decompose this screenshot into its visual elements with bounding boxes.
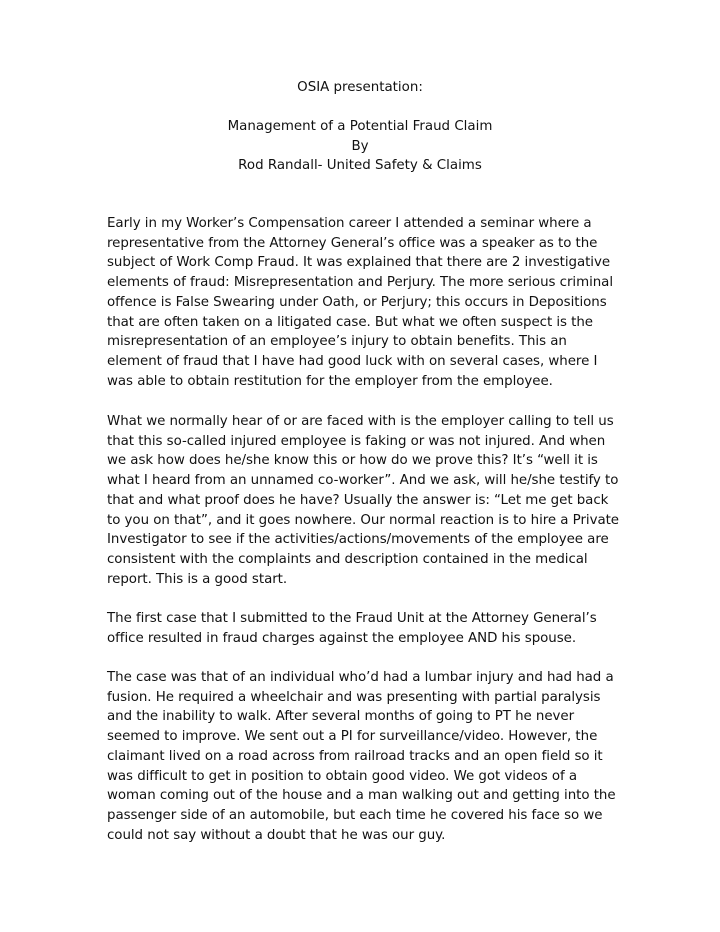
text-line: subject of Work Comp Fraud. It was explained that there are 2 investigative [107,255,611,271]
text-line: that and what proof does he have? Usually the answer is: “Let me get back [107,492,609,508]
paragraph-case-details [107,668,621,845]
text-line: passenger side of an automobile, but each time he covered his face so we [107,807,603,823]
text-line: fusion. He required a wheelchair and was presenting with partial paralysis [107,689,601,705]
text-line: consistent with the complaints and description contained in the medical [107,551,588,567]
text-line: elements of fraud: Misrepresentation and Perjury. The more serious criminal [107,275,614,291]
text-line: was able to obtain restitution for the employer from the employee. [107,373,553,389]
document-title: OSIA presentation: [297,80,423,95]
text-line: misrepresentation of an employee’s injury to obtain benefits. This an [107,334,567,350]
text-line: office resulted in fraud charges against the employee AND his spouse. [107,630,577,646]
text-line: element of fraud that I have had good luck with on several cases, where I [107,353,598,369]
text-line: Investigator to see if the activities/actions/movements of the employee are [107,532,609,548]
text-line: that are often taken on a litigated case. But what we often suspect is the [107,314,593,330]
text-line: What we normally hear of or are faced with is the employer calling to tell us [107,414,614,429]
author-line: Rod Randall- United Safety & Claims [238,158,482,173]
byline-label: By [351,138,369,154]
paragraph-employer-calls [107,412,621,589]
text-line: we ask how does he/she know this or how do we prove this? It’s “well it is [107,453,598,469]
paragraph-first-case [107,609,621,648]
text-line: what I heard from an unnamed co-worker”. And we ask, will he/she testify to [107,473,619,489]
text-line: woman coming out of the house and a man walking out and getting into the [107,788,616,804]
text-line: The case was that of an individual who’d had a lumbar injury and had had a [107,670,614,685]
text-line: Early in my Worker’s Compensation career I attended a seminar where a [107,216,592,231]
text-line: claimant lived on a road across from railroad tracks and an open field so it [107,748,603,764]
paragraph-seminar [107,214,621,391]
text-line: to you on that”, and it goes nowhere. Our normal reaction is to hire a Private [107,512,619,528]
text-line: could not say without a doubt that he was our guy. [107,827,446,843]
text-line: that this so-called injured employee is faking or was not injured. And when [107,433,606,449]
text-line: was difficult to get in position to obtain good video. We got videos of a [107,768,578,784]
text-line: report. This is a good start. [107,571,288,587]
text-line: offence is False Swearing under Oath, or Perjury; this occurs in Depositions [107,294,607,310]
text-line: and the inability to walk. After several months of going to PT he never [107,709,575,725]
text-line: representative from the Attorney General’s office was a speaker as to the [107,235,598,251]
presentation-subtitle: Management of a Potential Fraud Claim [227,119,493,134]
text-line: The first case that I submitted to the Fraud Unit at the Attorney General’s [107,611,597,626]
text-line: seemed to improve. We sent out a PI for surveillance/video. However, the [107,729,598,745]
